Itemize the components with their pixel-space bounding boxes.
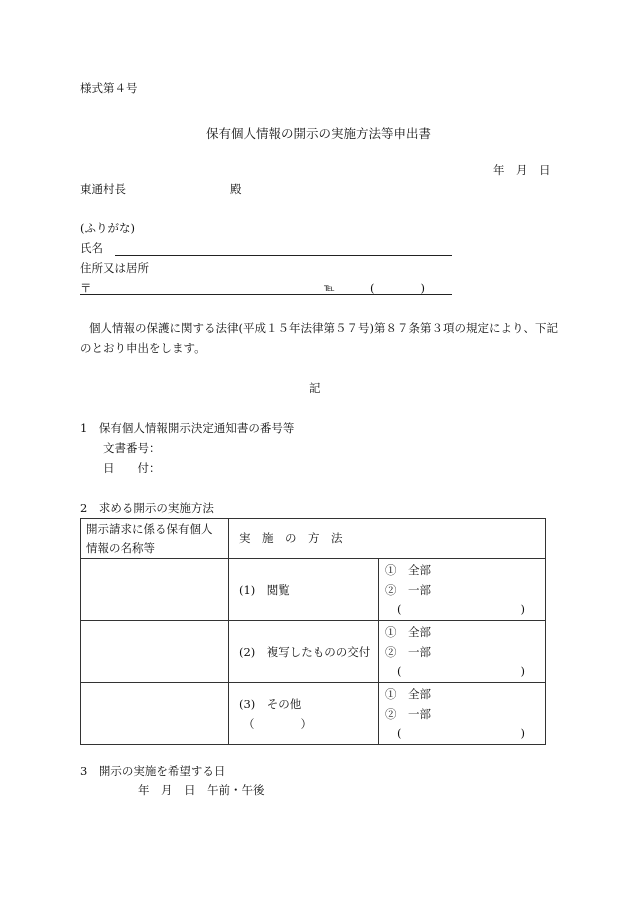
col1-header-line2: 情報の名称等 [86,540,155,555]
option-all[interactable]: ① 全部 [385,625,431,639]
option-part[interactable]: ② 一部 [385,583,431,597]
option-all[interactable]: ① 全部 [385,563,431,577]
intro-line-1: 個人情報の保護に関する法律(平成１５年法律第５７号)第８７条第３項の規定により、下記 [89,321,558,335]
doc-number-label: 文書番号： [103,441,161,455]
col2-header [229,519,546,559]
info-name-cell[interactable] [81,683,229,745]
ki-heading: 記 [309,381,321,395]
address-underline[interactable] [80,294,452,295]
method-label: (3) その他 [239,696,302,711]
info-name-cell[interactable] [81,621,229,683]
option-open-paren: ( [397,664,402,678]
method-cell [229,621,379,683]
options-cell [379,621,546,683]
table-row [81,559,546,621]
info-name-cell[interactable] [81,559,229,621]
method-label: (2) 複写したものの交付 [239,644,371,659]
options-cell [379,683,546,745]
option-part[interactable]: ② 一部 [385,645,431,659]
name-underline[interactable] [115,255,452,256]
options-cell [379,559,546,621]
method-cell [229,559,379,621]
table-row [81,683,546,745]
section1-heading: 1 保有個人情報開示決定通知書の番号等 [80,421,295,435]
method-table [80,518,546,745]
method-label: (1) 閲覧 [239,582,290,597]
method-cell [229,683,379,745]
date-line: 年 月 日 [493,163,551,177]
form-number: 様式第４号 [80,81,138,95]
option-all[interactable]: ① 全部 [385,687,431,701]
section2-heading: 2 求める開示の実施方法 [80,501,214,515]
honorific: 殿 [230,182,242,196]
method-other-detail[interactable]: （ ） [243,716,312,731]
option-open-paren: ( [397,602,402,616]
preferred-date-line: 年 月 日 午前・午後 [138,783,265,797]
option-close-paren: ) [520,726,525,740]
doc-date-label: 日 付： [103,461,161,475]
name-label: 氏名 [80,241,103,255]
col2-header-text: 実 施 の 方 法 [239,531,343,545]
table-row [81,621,546,683]
col1-header [81,519,229,559]
tel-label: ℡ [324,283,335,294]
option-close-paren: ) [520,664,525,678]
document-title: 保有個人情報の開示の実施方法等申出書 [206,126,432,141]
addressee: 東通村長 [80,182,126,196]
tel-parens: ( ) [370,281,425,295]
method-table-header [81,519,546,559]
section3-heading: 3 開示の実施を希望する日 [80,764,226,778]
postal-mark: 〒 [80,281,92,295]
option-detail[interactable] [397,602,525,616]
option-open-paren: ( [397,726,402,740]
address-label: 住所又は居所 [80,261,149,275]
option-part[interactable]: ② 一部 [385,707,431,721]
col1-header-line1: 開示請求に係る保有個人 [86,521,213,536]
furigana-label: (ふりがな) [80,221,135,235]
intro-line-2: のとおり申出をします。 [80,341,206,355]
option-close-paren: ) [520,602,525,616]
option-detail[interactable] [397,726,525,740]
option-detail[interactable] [397,664,525,678]
